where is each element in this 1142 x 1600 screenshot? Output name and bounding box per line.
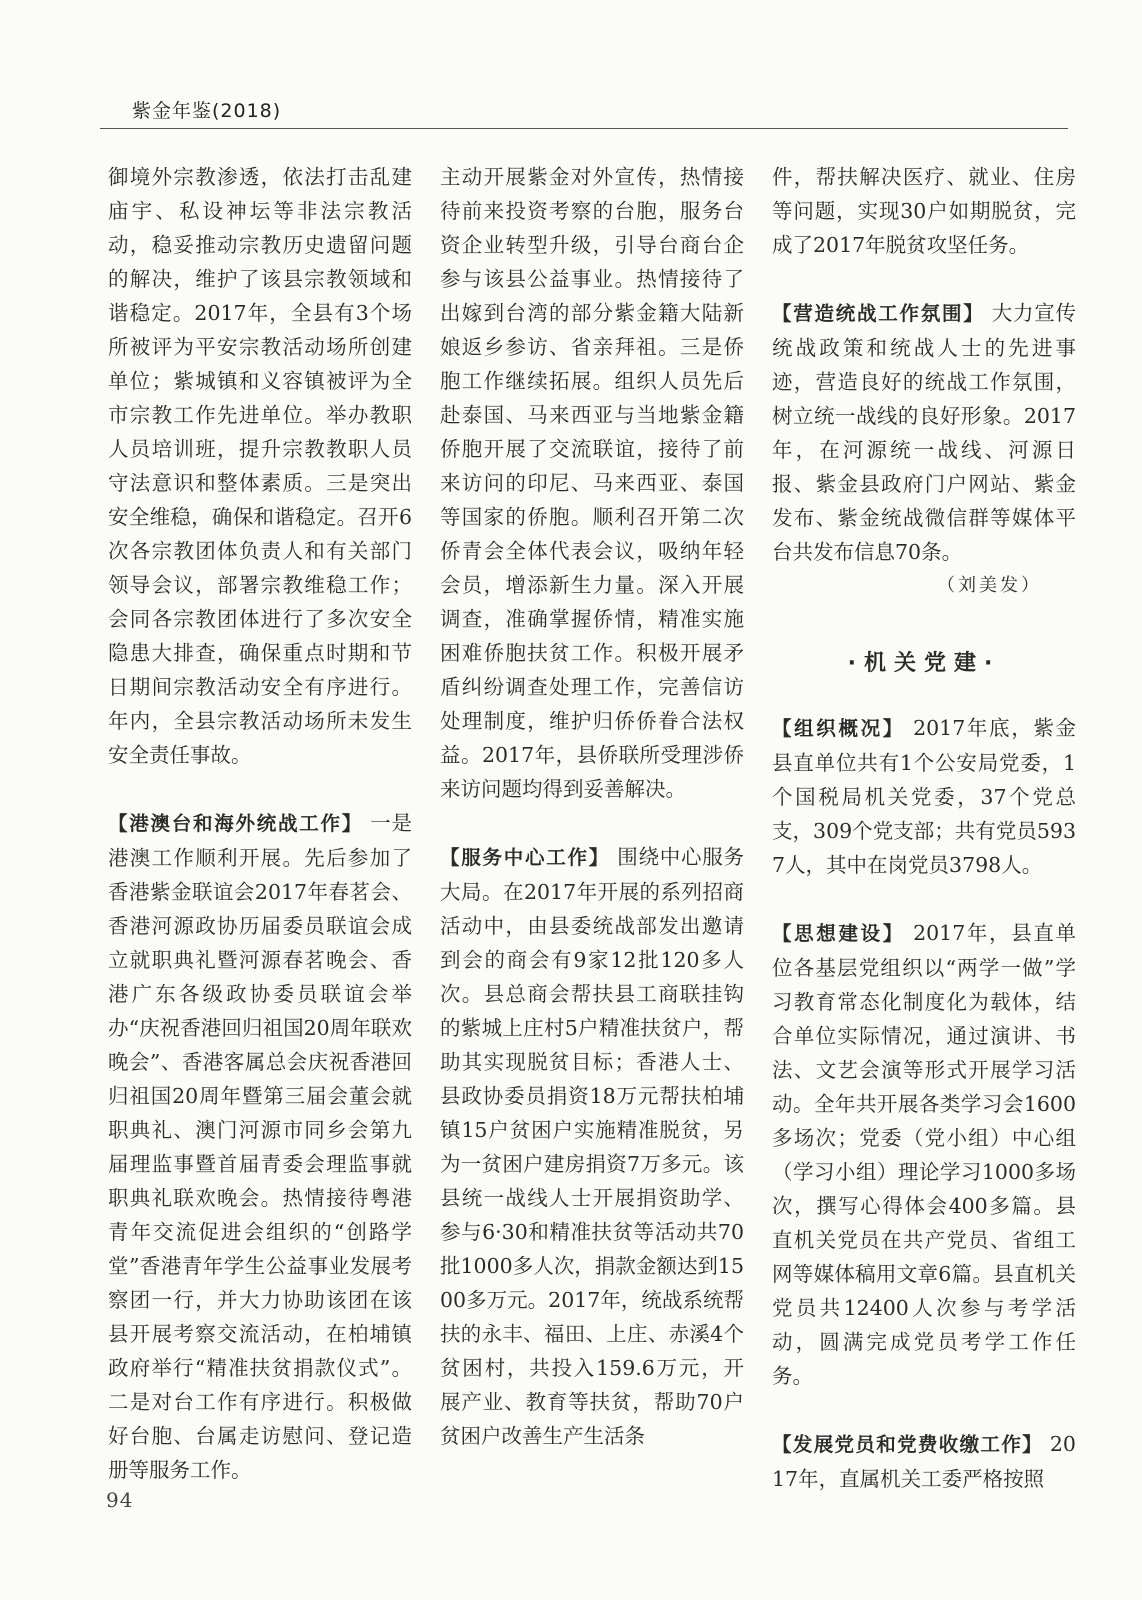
section-keyword: 【服务中心工作】 (440, 846, 610, 869)
header-rule (100, 128, 1068, 129)
paragraph: 御境外宗教渗透，依法打击乱建庙宇、私设神坛等非法宗教活动，稳妥推动宗教历史遗留问题的解决，维护了该县宗教领域和谐稳定。2017年，全县有3个场所被评为平安宗教活动场所创建单位；紫城镇和义容镇被评为全市宗教工作先进单位。举办教职人员培训班，提升宗教教职人员守法意识和整体素质。三是突出安全维稳，确保和谐稳定。召开6次各宗教团体负责人和有关部门领导会议，部署宗教维稳工作；会同各宗教团体进行了多次安全隐患大排查，确保重点时期和节日期间宗教活动安全有序进行。年内，全县宗教活动场所未发生安全责任事故。 (108, 165, 412, 767)
paragraph (772, 916, 1076, 1393)
paragraph: 件，帮扶解决医疗、就业、住房等问题，实现30户如期脱贫，完成了2017年脱贫攻坚任务。 (772, 165, 1076, 257)
paragraph (772, 711, 1076, 882)
column-2 (440, 160, 744, 1453)
section-keyword: 【思想建设】 (772, 922, 905, 945)
paragraph (440, 840, 744, 1453)
paragraph-text: 围绕中心服务大局。在2017年开展的系列招商活动中，由县委统战部发出邀请到会的商会有9家12批120多人次。县总商会帮扶县工商联挂钩的紫城上庄村5户精准扶贫户，帮助其实现脱贫目标；香港人士、县政协委员捐资18万元帮扶柏埔镇15户贫困户实施精准脱贫，另为一贫困户建房捐资7万多元。该县统一战线人士开展捐资助学、参与6·30和精准扶贫等活动共70批1000多人次，捐款金额达到1500多万元。2017年，统战系统帮扶的永丰、福田、上庄、赤溪4个贫困村，共投入159.6万元，开展产业、教育等扶贫，帮助70户贫困户改善生产生活条 (440, 845, 744, 1448)
paragraph-text: 一是港澳工作顺利开展。先后参加了香港紫金联谊会2017年春茗会、香港河源政协历届委员联谊会成立就职典礼暨河源春茗晚会、香港广东各级政协委员联谊会举办“庆祝香港回归祖国20周年联欢晚会”、香港客属总会庆祝香港回归祖国20周年暨第三届会董会就职典礼、澳门河源市同乡会第九届理监事暨首届青委会理监事就职典礼联欢晚会。热情接待粤港青年交流促进会组织的“创路学堂”香港青年学生公益事业发展考察团一行，并大力协助该团在该县开展考察交流活动，在柏埔镇政府举行“精准扶贫捐款仪式”。二是对台工作有序进行。积极做好台胞、台属走访慰问、登记造册等服务工作。 (108, 811, 412, 1482)
paragraph-text: 大力宣传统战政策和统战人士的先进事迹，营造良好的统战工作氛围，树立统一战线的良好形象。2017年，在河源统一战线、河源日报、紫金县政府门户网站、紫金发布、紫金统战微信群等媒体平台共发布信息70条。 (772, 301, 1076, 564)
paragraph (772, 296, 1076, 569)
column-1 (108, 160, 412, 1487)
section-keyword: 【组织概况】 (772, 717, 905, 740)
running-title: 紫金年鉴(2018) (132, 100, 282, 122)
section-keyword: 【发展党员和党费收缴工作】 (772, 1433, 1044, 1456)
section-keyword: 【港澳台和海外统战工作】 (108, 812, 363, 835)
paragraph-text: 2017年，直属机关工委严格按照 (772, 1432, 1076, 1491)
page-number: 94 (106, 1488, 134, 1512)
paragraph-text: 2017年，县直单位各基层党组织以“两学一做”学习教育常态化制度化为载体，结合单位实际情况，通过演讲、书法、文艺会演等形式开展学习活动。全年共开展各类学习会1600多场次；党委（党小组）中心组（学习小组）理论学习1000多场次，撰写心得体会400多篇。县直机关党员在共产党员、省组工网等媒体稿用文章6篇。县直机关党员共12400人次参与考学活动，圆满完成党员考学工作任务。 (772, 921, 1076, 1388)
section-keyword: 【营造统战工作氛围】 (772, 302, 985, 325)
paragraph (772, 1427, 1076, 1496)
column-3 (772, 160, 1076, 1496)
paragraph: 主动开展紫金对外宣传，热情接待前来投资考察的台胞，服务台资企业转型升级，引导台商台企参与该县公益事业。热情接待了出嫁到台湾的部分紫金籍大陆新娘返乡参访、省亲拜祖。三是侨胞工作继续拓展。组织人员先后赴泰国、马来西亚与当地紫金籍侨胞开展了交流联谊，接待了前来访问的印尼、马来西亚、泰国等国家的侨胞。顺利召开第二次侨青会全体代表会议，吸纳年轻会员，增添新生力量。深入开展调查，准确掌握侨情，精准实施困难侨胞扶贫工作。积极开展矛盾纠纷调查处理工作，完善信访处理制度，维护归侨侨眷合法权益。2017年，县侨联所受理涉侨来访问题均得到妥善解决。 (440, 165, 744, 801)
paragraph-text: 2017年底，紫金县直单位共有1个公安局党委，1个国税局机关党委，37个党总支，309个党支部；共有党员5937人，其中在岗党员3798人。 (772, 716, 1076, 877)
author-credit: （刘美发） (937, 575, 1042, 596)
paragraph (108, 806, 412, 1487)
section-title: ·机关党建· (847, 651, 1001, 676)
